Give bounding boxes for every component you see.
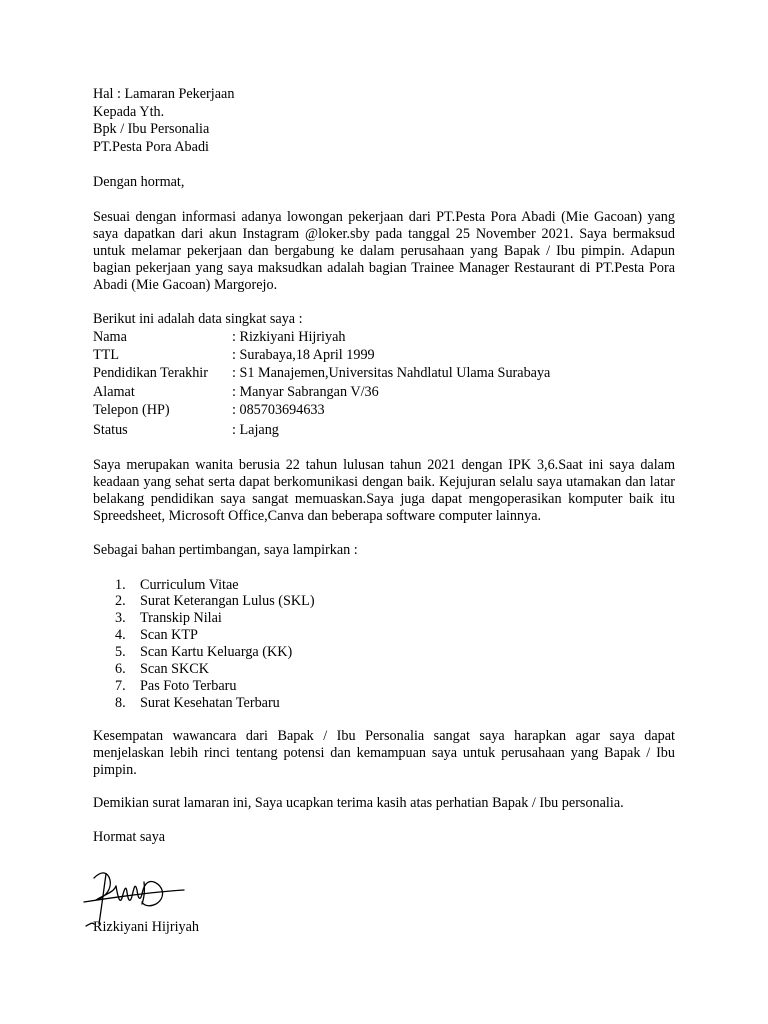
list-text: Transkip Nilai	[140, 610, 222, 627]
data-row-ttl	[93, 346, 550, 364]
data-row-address	[93, 383, 550, 401]
list-text: Scan KTP	[140, 627, 198, 644]
attachments-list	[93, 577, 675, 712]
letter-body	[93, 86, 675, 846]
data-value: : Lajang	[232, 422, 279, 439]
data-label: Telepon (HP)	[93, 401, 170, 418]
interview-paragraph: Kesempatan wawancara dari Bapak / Ibu Personalia sangat saya harapkan agar saya dapat menjelaskan lebih rinci tentang potensi dan kemampuan saya untuk perusahaan yang Bapak / Ibu pimpin.	[93, 727, 675, 779]
intro-paragraph: Sesuai dengan informasi adanya lowongan pekerjaan dari PT.Pesta Pora Abadi (Mie Gacoan) yang saya dapatkan dari akun Instagram @loker.sby pada tanggal 25 November 2021. Saya bermaksud untuk melamar pekerjaan dan bergabung ke dalam perusahaan yang Bapak / Ibu pimpin. Adapun bagian pekerjaan yang saya maksudkan adalah bagian Trainee Manager Restaurant di PT.Pesta Pora Abadi (Mie Gacoan) Margorejo.	[93, 208, 675, 294]
list-number: 5.	[115, 644, 126, 661]
attachments-intro: Sebagai bahan pertimbangan, saya lampirkan :	[93, 541, 358, 558]
list-number: 6.	[115, 661, 126, 678]
list-item	[115, 661, 675, 678]
list-text: Surat Keterangan Lulus (SKL)	[140, 593, 315, 610]
data-value: : Surabaya,18 April 1999	[232, 347, 375, 364]
closing-paragraph: Demikian surat lamaran ini, Saya ucapkan terima kasih atas perhatian Bapak / Ibu personalia.	[93, 795, 624, 812]
data-label: Alamat	[93, 383, 135, 400]
greeting: Dengan hormat,	[93, 173, 185, 190]
data-row-status	[93, 419, 550, 439]
list-text: Scan Kartu Keluarga (KK)	[140, 644, 293, 661]
sign-off: Hormat saya	[93, 828, 166, 845]
data-label: TTL	[93, 347, 119, 364]
list-item	[115, 610, 675, 627]
subject-line: Hal : Lamaran Pekerjaan	[93, 86, 235, 102]
list-item	[115, 593, 675, 610]
list-number: 2.	[115, 593, 126, 610]
list-number: 3.	[115, 610, 126, 627]
data-row-name	[93, 328, 550, 346]
data-label: Status	[93, 422, 128, 439]
data-label: Pendidikan Terakhir	[93, 365, 208, 382]
list-item	[115, 576, 675, 594]
data-value: : S1 Manajemen,Universitas Nahdlatul Ulama Surabaya	[232, 365, 551, 382]
data-value: : Manyar Sabrangan V/36	[232, 383, 379, 400]
company-line: PT.Pesta Pora Abadi	[93, 138, 209, 155]
list-text: Curriculum Vitae	[140, 576, 239, 593]
signer-name: Rizkiyani Hijriyah	[93, 919, 199, 935]
list-item	[115, 677, 675, 695]
data-row-education	[93, 364, 550, 382]
personal-data-table	[93, 328, 550, 439]
list-text: Scan SKCK	[140, 661, 209, 678]
list-item	[115, 694, 675, 712]
data-intro: Berikut ini adalah data singkat saya :	[93, 310, 303, 327]
list-text: Pas Foto Terbaru	[140, 677, 237, 694]
list-number: 4.	[115, 627, 126, 644]
data-row-phone	[93, 401, 550, 419]
about-paragraph: Saya merupakan wanita berusia 22 tahun lulusan tahun 2021 dengan IPK 3,6.Saat ini saya dalam keadaan yang sehat serta dapat berkomunikasi dengan baik. Kejujuran selalu saya utamakan dan latar belakang pendidikan saya sangat memuaskan.Saya juga dapat mengoperasikan komputer baik itu Spreedsheet, Microsoft Office,Canva dan beberapa software computer lainnya.	[93, 456, 675, 525]
data-label: Nama	[93, 329, 127, 346]
recipient-line: Bpk / Ibu Personalia	[93, 121, 210, 137]
list-item	[115, 627, 675, 644]
list-number: 7.	[115, 677, 126, 694]
data-value: : Rizkiyani Hijriyah	[232, 329, 346, 346]
list-number: 8.	[115, 694, 126, 711]
list-number: 1.	[115, 576, 126, 593]
addressee-line: Kepada Yth.	[93, 103, 165, 120]
data-value: : 085703694633	[232, 401, 325, 418]
list-item	[115, 644, 675, 661]
list-text: Surat Kesehatan Terbaru	[140, 694, 280, 711]
